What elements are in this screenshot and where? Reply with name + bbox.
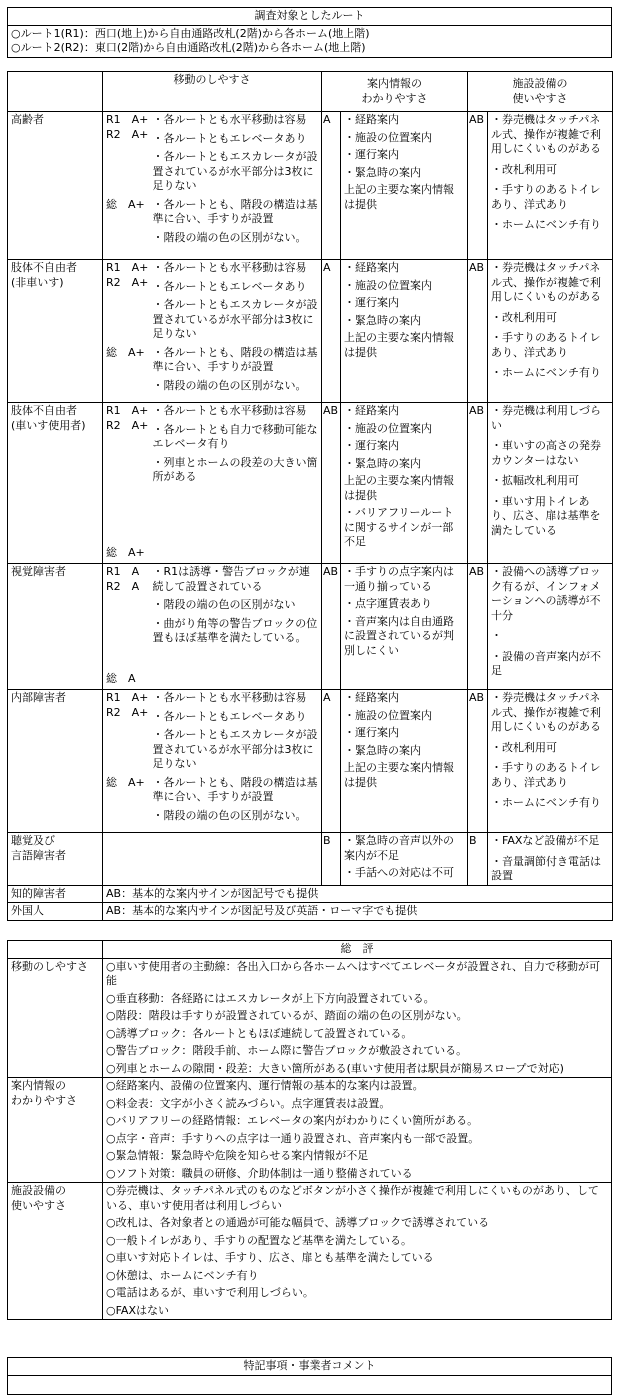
facility-notes bbox=[488, 112, 613, 260]
route-rating: 総 A bbox=[106, 672, 136, 686]
header-group bbox=[8, 72, 103, 112]
mobility-notes bbox=[150, 112, 322, 260]
mobility-notes bbox=[150, 564, 322, 690]
info-note: ・経路案内 bbox=[344, 691, 399, 704]
info-grade: AB bbox=[322, 564, 341, 690]
mobility-note: ・R1は誘導・警告ブロックが連続して設置されている bbox=[152, 565, 310, 593]
summary-section bbox=[8, 1078, 612, 1183]
facility-note: ・ホームにベンチ有り bbox=[491, 218, 601, 232]
facility-note: ・FAXなど設備が不足 bbox=[491, 834, 600, 847]
evaluation-row bbox=[8, 260, 613, 403]
summary-section bbox=[8, 1183, 612, 1320]
summary-label bbox=[8, 1078, 103, 1183]
info-note: ・運行案内 bbox=[344, 148, 399, 162]
info-note: ・バリアフリールートに関するサインが一部不足 bbox=[344, 506, 454, 549]
mobility-note: ・各ルートともエスカレータが設置されているが水平部分は3枚に足りない bbox=[152, 298, 318, 341]
rating-cell bbox=[103, 690, 150, 833]
evaluation-wide-row bbox=[8, 885, 613, 903]
summary-item: ○電話はあるが、車いすで利用しづらい。 bbox=[106, 1286, 314, 1300]
info-grade: AB bbox=[322, 403, 341, 564]
facility-notes bbox=[488, 690, 613, 833]
evaluation-row bbox=[8, 403, 613, 564]
rating-cell bbox=[103, 112, 150, 260]
route-rating bbox=[106, 748, 147, 762]
summary-label bbox=[8, 1183, 103, 1320]
summary-item: ○休憩は、ホームにベンチ有り bbox=[106, 1268, 259, 1282]
user-group-label: 視覚障害者 bbox=[11, 565, 66, 578]
user-group-label: 聴覚及び bbox=[11, 834, 55, 847]
summary-item: ○改札は、各対象者との通過が可能な幅員で、誘導ブロックで誘導されている bbox=[106, 1216, 490, 1230]
info-notes bbox=[341, 690, 468, 833]
route-item: ○ルート2(R2)：東口(2階)から自由通路改札(2階)から各ホーム(地上階) bbox=[11, 41, 366, 55]
info-note: ・緊急時の案内 bbox=[344, 313, 421, 327]
info-note: ・手話への対応は不可 bbox=[344, 866, 454, 880]
info-grade: B bbox=[322, 833, 341, 886]
summary-item: ○警告ブロック：階段手前、ホーム際に警告ブロックが敷設されている。 bbox=[106, 1044, 468, 1058]
route-rating bbox=[106, 332, 147, 346]
info-grade: A bbox=[322, 260, 341, 403]
summary-item: ○料金表：文字が小さく読みづらい。点字運賃表は設置。 bbox=[106, 1096, 391, 1110]
summary-header: 総 評 bbox=[103, 941, 612, 959]
info-note: 上記の主要な案内情報は提供 bbox=[344, 474, 454, 502]
user-group-label: 言語障害者 bbox=[11, 848, 66, 862]
info-note: ・施設の位置案内 bbox=[344, 130, 432, 144]
info-note: ・運行案内 bbox=[344, 439, 399, 453]
info-note: ・施設の位置案内 bbox=[344, 278, 432, 292]
mobility-note: ・階段の端の色の区別がない。 bbox=[152, 378, 307, 392]
facility-grade: AB bbox=[468, 564, 488, 690]
facility-grade: AB bbox=[468, 112, 488, 260]
user-group bbox=[8, 690, 103, 833]
header-info: 案内情報の わかりやすさ bbox=[322, 72, 468, 112]
facility-note: ・設備への誘導ブロック有るが、インフォメーションへの誘導が不十分 bbox=[491, 565, 601, 622]
user-group-label: 肢体不自由者 bbox=[11, 261, 77, 274]
notes-header: 特記事項・事業者コメント bbox=[8, 1358, 612, 1376]
mobility-note: ・曲がり角等の警告ブロックの位置もほぼ基準を満たしている。 bbox=[152, 616, 318, 645]
facility-notes bbox=[488, 833, 613, 886]
info-note: ・点字運賃表あり bbox=[344, 597, 432, 611]
facility-note: ・ホームにベンチ有り bbox=[491, 366, 601, 380]
info-grade: A bbox=[322, 690, 341, 833]
mobility-note: ・階段の端の色の区別がない。 bbox=[152, 230, 307, 244]
evaluation-table bbox=[7, 71, 613, 921]
summary-item: ○緊急情報：緊急時や危険を知らせる案内情報が不足 bbox=[106, 1149, 369, 1163]
route-rating bbox=[106, 734, 147, 748]
summary-item: ○列車とホームの隙間・段差：大きい箇所がある(車いす使用者は駅員が簡易スロープで対応) bbox=[106, 1061, 564, 1075]
info-note: ・音声案内は自由通路に設置されているが判別しにくい bbox=[344, 614, 454, 657]
facility-grade: AB bbox=[468, 690, 488, 833]
facility-note: ・手すりのあるトイレあり、洋式あり bbox=[491, 331, 601, 359]
route-rating: R1 A+ bbox=[106, 261, 149, 274]
info-note: 上記の主要な案内情報は提供 bbox=[344, 183, 454, 211]
facility-note: ・改札利用可 bbox=[491, 162, 557, 176]
evaluation-wide-row bbox=[8, 903, 613, 921]
summary-label-line: 施設設備の bbox=[11, 1184, 66, 1198]
mobility-note: ・各ルートとも水平移動は容易 bbox=[152, 113, 307, 126]
wide-row-text: AB：基本的な案内サインが図記号及び英語・ローマ字でも提供 bbox=[103, 903, 613, 921]
mobility-note: ・各ルートともエスカレータが設置されているが水平部分は3枚に足りない bbox=[152, 150, 318, 193]
summary-items bbox=[103, 958, 612, 1078]
info-note: ・運行案内 bbox=[344, 726, 399, 740]
summary-label-line: わかりやすさ bbox=[11, 1093, 77, 1107]
mobility-note: ・各ルートともエスカレータが設置されているが水平部分は3枚に足りない bbox=[152, 728, 318, 771]
evaluation-row bbox=[8, 833, 613, 886]
facility-note: ・ホームにベンチ有り bbox=[491, 796, 601, 810]
user-group: 知的障害者 bbox=[8, 885, 103, 903]
route-rating bbox=[106, 170, 147, 184]
mobility-note: ・各ルートとも自力で移動可能なエレベータ有り bbox=[152, 422, 318, 451]
route-rating: R1 A+ bbox=[106, 404, 149, 417]
mobility-note: ・階段の端の色の区別がない。 bbox=[152, 808, 307, 822]
info-notes bbox=[341, 833, 468, 886]
evaluation-row bbox=[8, 690, 613, 833]
user-group bbox=[8, 112, 103, 260]
header-facility: 施設設備の 使いやすさ bbox=[468, 72, 613, 112]
user-group bbox=[8, 260, 103, 403]
summary-item: ○車いす対応トイレは、手すり、広さ、扉とも基準を満たしている bbox=[106, 1251, 434, 1265]
route-list bbox=[8, 25, 612, 57]
info-grade: A bbox=[322, 112, 341, 260]
route-rating: R1 A+ bbox=[106, 691, 149, 704]
notes-body bbox=[8, 1375, 612, 1394]
summary-label-line: 移動のしやすさ bbox=[11, 959, 88, 973]
info-note: ・手すりの点字案内は一通り揃っている bbox=[344, 565, 454, 593]
info-notes bbox=[341, 403, 468, 564]
facility-notes bbox=[488, 260, 613, 403]
summary-corner bbox=[8, 941, 103, 959]
route-rating bbox=[106, 318, 147, 332]
rating-cell bbox=[103, 403, 150, 564]
summary-label bbox=[8, 958, 103, 1078]
mobility-notes bbox=[103, 833, 322, 886]
info-note: ・緊急時の案内 bbox=[344, 743, 421, 757]
facility-note: ・設備の音声案内が不足 bbox=[491, 649, 601, 678]
mobility-note: ・各ルートともエレベータあり bbox=[152, 709, 307, 723]
route-rating bbox=[106, 290, 147, 304]
route-rating: 総 A+ bbox=[106, 346, 145, 360]
summary-label-line: 使いやすさ bbox=[11, 1198, 66, 1212]
route-rating: R2 A bbox=[106, 579, 140, 593]
summary-item: ○一般トイレがあり、手すりの配置など基準を満たしている。 bbox=[106, 1233, 413, 1247]
route-title: 調査対象としたルート bbox=[8, 8, 612, 26]
mobility-note: ・各ルートとも水平移動は容易 bbox=[152, 691, 307, 704]
route-rating: R2 A+ bbox=[106, 275, 149, 289]
facility-note: ・券売機はタッチパネル式、操作が複雑で利用しにくいものがある bbox=[491, 113, 601, 156]
facility-note: ・手すりのあるトイレあり、洋式あり bbox=[491, 761, 601, 789]
summary-section bbox=[8, 958, 612, 1078]
route-rating: R2 A+ bbox=[106, 705, 149, 719]
mobility-note: ・各ルートともエレベータあり bbox=[152, 279, 307, 293]
rating-cell bbox=[103, 260, 150, 403]
facility-note: ・車いす用トイレあり、広さ、扉は基準を満たしている bbox=[491, 494, 601, 537]
rating-cell bbox=[103, 564, 150, 690]
route-rating: 総 A+ bbox=[106, 198, 145, 212]
info-note: ・施設の位置案内 bbox=[344, 421, 432, 435]
info-note: ・経路案内 bbox=[344, 404, 399, 417]
facility-note: ・手すりのあるトイレあり、洋式あり bbox=[491, 183, 601, 211]
header-mobility: 移動のしやすさ bbox=[103, 72, 322, 112]
facility-note: ・拡幅改札利用可 bbox=[491, 474, 579, 488]
info-note: 上記の主要な案内情報は提供 bbox=[344, 761, 454, 789]
wide-row-text: AB：基本的な案内サインが図記号でも提供 bbox=[103, 885, 613, 903]
summary-item: ○経路案内、設備の位置案内、運行情報の基本的な案内は設置。 bbox=[106, 1079, 424, 1093]
route-rating: R1 A+ bbox=[106, 113, 149, 126]
route-rating bbox=[106, 142, 147, 156]
info-note: ・運行案内 bbox=[344, 296, 399, 310]
facility-note: ・券売機は利用しづらい bbox=[491, 404, 601, 432]
facility-grade: AB bbox=[468, 403, 488, 564]
user-group bbox=[8, 833, 103, 886]
user-group-label: 高齢者 bbox=[11, 113, 44, 126]
evaluation-row bbox=[8, 564, 613, 690]
mobility-note: ・各ルートとも、階段の構造は基準に合い、手すりが設置 bbox=[152, 197, 318, 226]
route-rating: R2 A+ bbox=[106, 418, 149, 432]
route-rating: 総 A+ bbox=[106, 546, 145, 560]
summary-items bbox=[103, 1078, 612, 1183]
facility-grade: AB bbox=[468, 260, 488, 403]
evaluation-row bbox=[8, 112, 613, 260]
route-rating bbox=[106, 762, 147, 776]
facility-note: ・改札利用可 bbox=[491, 740, 557, 754]
summary-item: ○FAXはない bbox=[106, 1303, 169, 1317]
facility-grade: B bbox=[468, 833, 488, 886]
summary-item: ○券売機は、タッチパネル式のものなどボタンが小さく操作が複雑で利用しにくいものがあり、している、車いす使用者は利用しづらい bbox=[106, 1184, 599, 1212]
info-notes bbox=[341, 260, 468, 403]
summary-item: ○ソフト対策：職員の研修、介助体制は一通り整備されている bbox=[106, 1166, 413, 1180]
route-rating bbox=[106, 304, 147, 318]
summary-item: ○階段：階段は手すりが設置されているが、踏面の端の色の区別がない。 bbox=[106, 1009, 468, 1023]
summary-items bbox=[103, 1183, 612, 1320]
route-rating: R2 A+ bbox=[106, 127, 149, 141]
facility-notes bbox=[488, 403, 613, 564]
route-table bbox=[7, 7, 612, 58]
info-note: ・施設の位置案内 bbox=[344, 708, 432, 722]
summary-label-line: 案内情報の bbox=[11, 1079, 66, 1093]
info-note: 上記の主要な案内情報は提供 bbox=[344, 331, 454, 359]
mobility-note: ・各ルートとも水平移動は容易 bbox=[152, 261, 307, 274]
mobility-notes bbox=[150, 403, 322, 564]
summary-item: ○車いす使用者の主動線：各出入口から各ホームへはすべてエレベータが設置され、自力で移動が可能 bbox=[106, 959, 601, 988]
mobility-note: ・列車とホームの段差の大きい箇所がある bbox=[152, 455, 318, 484]
route-rating bbox=[106, 156, 147, 170]
user-group-label: 内部障害者 bbox=[11, 691, 66, 704]
route-item: ○ルート1(R1)：西口(地上)から自由通路改札(2階)から各ホーム(地上階) bbox=[11, 26, 370, 40]
facility-note: ・券売機はタッチパネル式、操作が複雑で利用しにくいものがある bbox=[491, 691, 601, 734]
summary-item: ○バリアフリーの経路情報：エレベータの案内がわかりにくい箇所がある。 bbox=[106, 1114, 479, 1128]
summary-item: ○点字・音声：手すりへの点字は一通り設置され、音声案内も一部で設置。 bbox=[106, 1131, 480, 1145]
route-rating: 総 A+ bbox=[106, 776, 145, 790]
summary-item: ○垂直移動：各経路にはエスカレータが上下方向設置されている。 bbox=[106, 991, 435, 1005]
user-group: 外国人 bbox=[8, 903, 103, 921]
info-note: ・緊急時の案内 bbox=[344, 165, 421, 179]
facility-note: ・音量調節付き電話は設置 bbox=[491, 854, 601, 883]
user-group bbox=[8, 403, 103, 564]
user-group-label: (車いす使用者) bbox=[11, 418, 86, 432]
mobility-note: ・各ルートとも、階段の構造は基準に合い、手すりが設置 bbox=[152, 775, 318, 804]
route-rating: R1 A bbox=[106, 565, 140, 578]
mobility-note: ・各ルートともエレベータあり bbox=[152, 131, 307, 145]
mobility-notes bbox=[150, 690, 322, 833]
route-rating bbox=[106, 720, 147, 734]
mobility-notes bbox=[150, 260, 322, 403]
info-note: ・緊急時の音声以外の案内が不足 bbox=[344, 834, 454, 862]
mobility-note: ・各ルートとも、階段の構造は基準に合い、手すりが設置 bbox=[152, 345, 318, 374]
notes-table bbox=[7, 1357, 612, 1395]
user-group bbox=[8, 564, 103, 690]
summary-table bbox=[7, 940, 612, 1320]
facility-note: ・券売機はタッチパネル式、操作が複雑で利用しにくいものがある bbox=[491, 261, 601, 304]
info-note: ・緊急時の案内 bbox=[344, 456, 421, 470]
route-rating bbox=[106, 184, 147, 198]
info-note: ・経路案内 bbox=[344, 113, 399, 126]
info-notes bbox=[341, 564, 468, 690]
facility-note: ・改札利用可 bbox=[491, 310, 557, 324]
mobility-note: ・階段の端の色の区別がない bbox=[152, 598, 296, 612]
user-group-label: (非車いす) bbox=[11, 275, 64, 289]
mobility-note: ・各ルートとも水平移動は容易 bbox=[152, 404, 307, 417]
info-notes bbox=[341, 112, 468, 260]
facility-note: ・車いすの高さの発券カウンターはない bbox=[491, 439, 601, 467]
facility-notes bbox=[488, 564, 613, 690]
user-group-label: 肢体不自由者 bbox=[11, 404, 77, 417]
facility-note: ・ bbox=[491, 629, 502, 643]
info-note: ・経路案内 bbox=[344, 261, 399, 274]
summary-item: ○誘導ブロック：各ルートともほぼ連続して設置されている。 bbox=[106, 1026, 413, 1040]
